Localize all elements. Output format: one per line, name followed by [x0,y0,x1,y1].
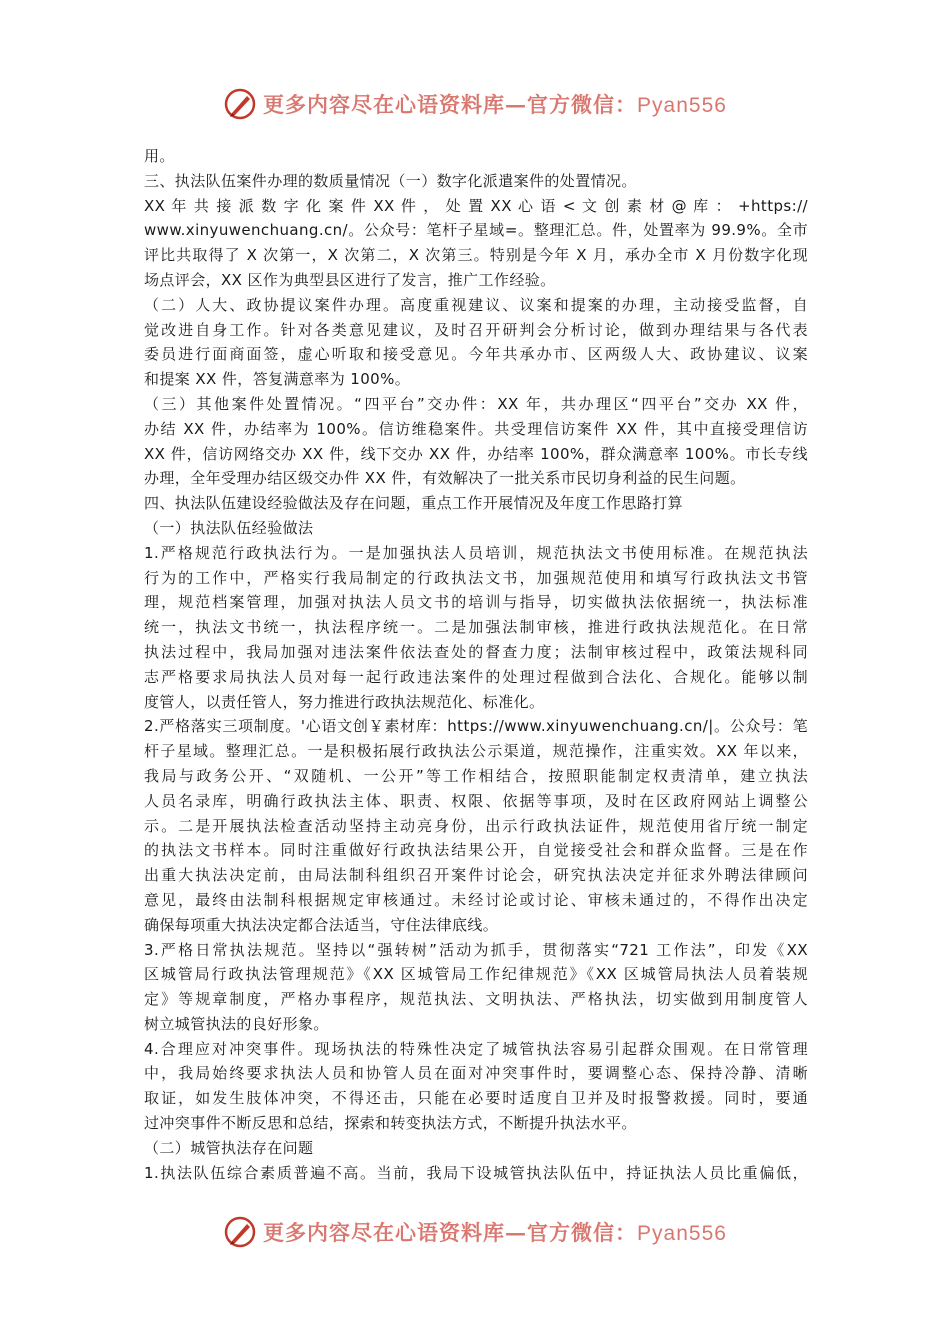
text-line: 意见，最终由法制科根据规定审核通过。未经讨论或讨论、审核未通过的，不得作出决定 [144,890,808,909]
text-line: 1.严格规范行政执法行为。一是加强执法人员培训，规范执法文书使用标准。在规范执法 [144,543,808,562]
text-line: 和提案 XX 件，答复满意率为 100%。 [144,370,411,389]
text-line: 确保每项重大执法决定都合法适当，守住法律底线。 [144,915,499,934]
watermark-text: 更多内容尽在心语资料库—官方微信：Pyan556 [263,92,727,117]
text-line: （二）城管执法存在问题 [144,1138,314,1157]
text-line: 执法过程中，我局加强对违法案件依法查处的督查力度；法制审核过程中，政策法规科同 [144,642,808,661]
pen-logo-icon [223,1215,257,1249]
text-line: 四、执法队伍建设经验做法及存在问题，重点工作开展情况及年度工作思路打算 [144,494,684,513]
watermark-text: 更多内容尽在心语资料库—官方微信：Pyan556 [263,1220,727,1245]
text-line: 树立城管执法的良好形象。 [144,1014,329,1033]
text-line: （二）人大、政协提议案件办理。高度重视建议、议案和提案的办理，主动接受监督，自 [144,295,808,314]
header-watermark-banner [0,84,950,124]
text-line: 出重大执法决定前，由局法制科组织召开案件讨论会，研究执法决定并征求外聘法律顾问 [144,866,808,885]
text-line: 中，我局始终要求执法人员和协管人员在面对冲突事件时，要调整心态、保持冷静、清晰 [144,1064,808,1083]
text-line: 志严格要求局执法人员对每一起行政违法案件的处理过程做到合法化、合规化。能够以制 [144,667,808,686]
text-line: 觉改进自身工作。针对各类意见建议，及时召开研判会分析讨论，做到办理结果与各代表 [144,320,808,339]
text-line: 办理，全年受理办结区级交办件 XX 件，有效解决了一批关系市民切身利益的民生问题。 [144,469,746,488]
text-line: XX 年 共 接 派 数 字 化 案 件 XX 件 ， 处 置 XX 心 语 < 文 创 素 材 @ 库 ： +https:// [144,196,808,215]
text-line: 3.严格日常执法规范。坚持以“强转树”活动为抓手，贯彻落实“721 工作法”，印发《XX [144,940,808,959]
text-line: （三）其他案件处置情况。“四平台”交办件：XX 年，共办理区“四平台”交办 XX 件， [144,394,808,413]
footer-watermark-banner [0,1212,950,1252]
text-line: 1.执法队伍综合素质普遍不高。当前，我局下设城管执法队伍中，持证执法人员比重偏低， [144,1163,808,1182]
text-line: 行为的工作中，严格实行我局制定的行政执法文书，加强规范使用和填写行政执法文书管 [144,568,808,587]
text-line: （一）执法队伍经验做法 [144,518,314,537]
text-line: 我局与政务公开、“双随机、一公开”等工作相结合，按照职能制定权责清单，建立执法 [144,766,808,785]
pen-logo-icon [223,87,257,121]
text-line: 的执法文书样本。同时注重做好行政执法结果公开，自觉接受社会和群众监督。三是在作 [144,841,808,860]
text-line: 2.严格落实三项制度。'心语文创￥素材库：https://www.xinyuwenchuang.cn/|。公众号：笔 [144,717,808,736]
text-line: 用。 [144,147,175,165]
text-line: 三、执法队伍案件办理的数质量情况（一）数字化派遣案件的处置情况。 [144,171,637,190]
text-line: 示。二是开展执法检查活动坚持主动亮身份，出示行政执法证件，规范使用省厅统一制定 [144,816,808,835]
text-line: 取证，如发生肢体冲突，不得还击，只能在必要时适度自卫并及时报警救援。同时，要通 [144,1089,808,1108]
text-line: 统一，执法文书统一，执法程序统一。二是加强法制审核，推进行政执法规范化。在日常 [144,618,808,637]
document-body [144,144,808,1185]
text-line: 度管人，以责任管人，努力推进行政执法规范化、标准化。 [144,692,545,711]
text-line: 定》等规章制度，严格办事程序，规范执法、文明执法、严格执法，切实做到用制度管人 [144,990,808,1009]
text-line: 评比共取得了 X 次第一，X 次第二，X 次第三。特别是今年 X 月，承办全市 X 月份数字化现 [144,246,808,265]
text-line: 区城管局行政执法管理规范》《XX 区城管局工作纪律规范》《XX 区城管局执法人员着装规 [144,965,808,984]
text-line: 4.合理应对冲突事件。现场执法的特殊性决定了城管执法容易引起群众围观。在日常管理 [144,1039,808,1058]
text-line: XX 件，信访网络交办 XX 件，线下交办 XX 件，办结率 100%，群众满意率 100%。市长专线 [144,444,808,463]
text-line: 委员进行面商面签，虚心听取和接受意见。今年共承办市、区两级人大、政协建议、议案 [144,345,808,364]
text-line: 杆子星域。整理汇总。一是积极拓展行政执法公示渠道，规范操作，注重实效。XX 年以来， [144,742,808,761]
text-line: 理，规范档案管理，加强对执法人员文书的培训与指导，切实做执法依据统一，执法标准 [144,593,808,612]
text-line: 过冲突事件不断反思和总结，探索和转变执法方式，不断提升执法水平。 [144,1114,637,1133]
text-line: 办结 XX 件，办结率为 100%。信访维稳案件。共受理信访案件 XX 件，其中直接受理信访 [144,419,808,438]
text-line: 人员名录库，明确行政执法主体、职责、权限、依据等事项，及时在区政府网站上调整公 [144,791,808,810]
text-line: www.xinyuwenchuang.cn/。公众号：笔杆子星域=。整理汇总。件，处置率为 99.9%。全市 [144,221,808,240]
text-line: 场点评会，XX 区作为典型县区进行了发言，推广工作经验。 [144,270,556,289]
